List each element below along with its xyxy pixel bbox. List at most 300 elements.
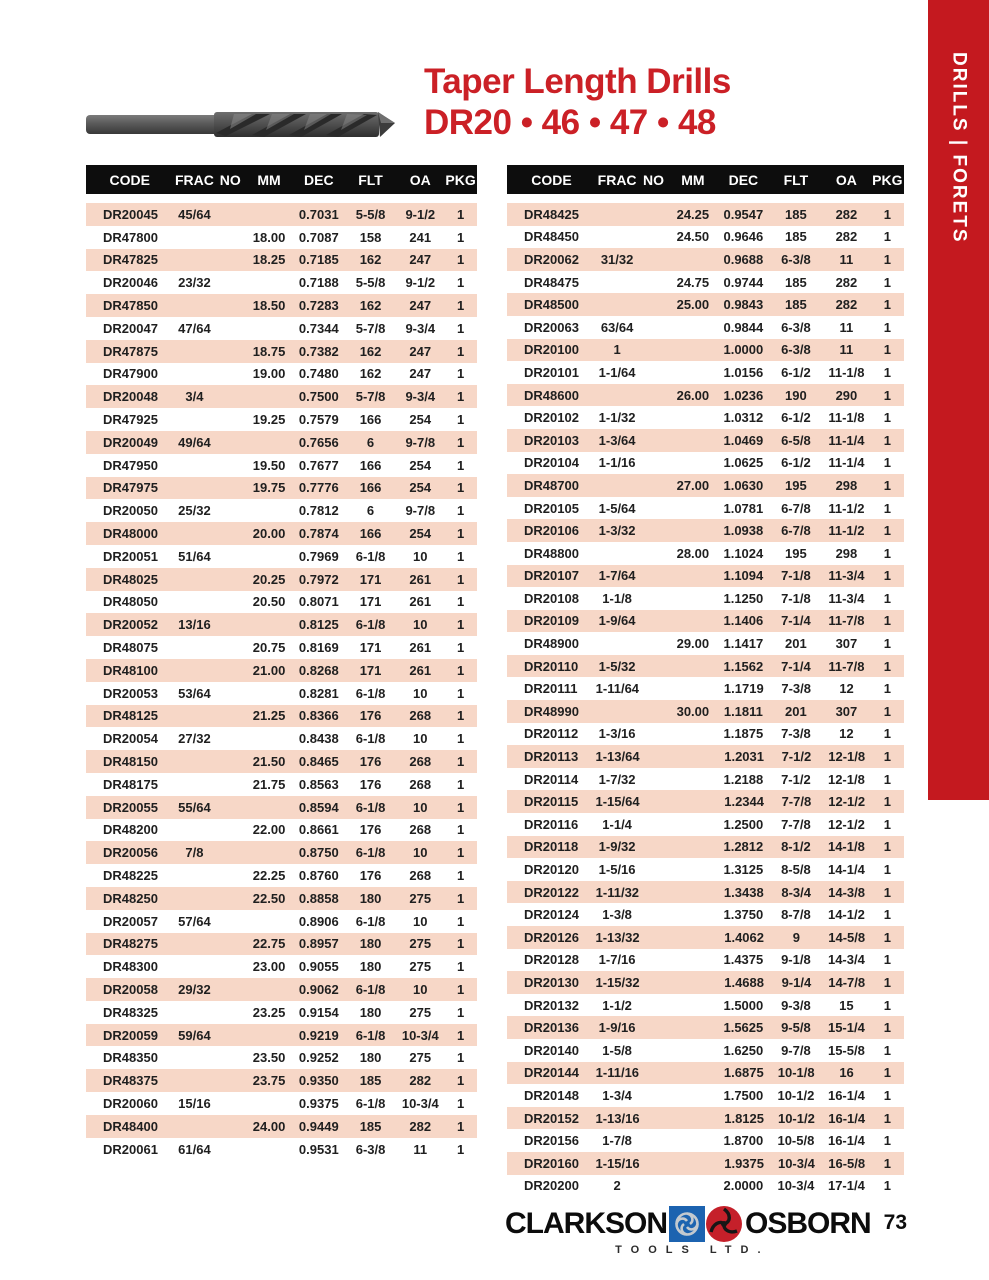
cell-pkg: 1 bbox=[883, 1178, 891, 1194]
cell-frac: 3/4 bbox=[185, 389, 204, 405]
cell-frac: 1-9/32 bbox=[598, 839, 636, 855]
table-row bbox=[507, 745, 904, 768]
cell-pkg: 1 bbox=[883, 703, 891, 719]
cell-code: DR20110 bbox=[524, 658, 579, 674]
cell-oa: 275 bbox=[409, 890, 432, 906]
table-row bbox=[507, 1016, 904, 1039]
cell-code: DR48150 bbox=[103, 754, 158, 770]
cell-pkg: 1 bbox=[456, 571, 465, 587]
cell-dec: 1.1719 bbox=[723, 681, 764, 697]
cell-flt: 6-1/2 bbox=[781, 364, 811, 380]
table-row bbox=[86, 431, 477, 454]
cell-pkg: 1 bbox=[456, 206, 465, 222]
cell-code: DR48450 bbox=[524, 229, 579, 245]
cell-flt: 6-1/8 bbox=[355, 799, 386, 815]
cell-code: DR47850 bbox=[103, 298, 158, 314]
cell-oa: 14-3/4 bbox=[827, 952, 865, 968]
cell-dec: 1.3750 bbox=[723, 907, 764, 923]
cell-flt: 180 bbox=[359, 890, 382, 906]
cell-oa: 268 bbox=[409, 754, 432, 770]
cell-code: DR48100 bbox=[103, 662, 158, 678]
table-row bbox=[86, 773, 477, 796]
cell-pkg: 1 bbox=[456, 981, 465, 997]
cell-flt: 180 bbox=[359, 1050, 382, 1066]
cell-pkg: 1 bbox=[883, 1155, 892, 1171]
cell-code: DR48900 bbox=[524, 636, 579, 652]
cell-dec: 1.1094 bbox=[723, 568, 764, 584]
cell-dec: 0.8268 bbox=[298, 662, 339, 678]
cell-code: DR47975 bbox=[103, 480, 158, 496]
cell-pkg: 1 bbox=[883, 568, 891, 584]
table-row bbox=[507, 1152, 904, 1175]
cell-flt: 201 bbox=[785, 703, 807, 719]
cell-code: DR20115 bbox=[524, 794, 579, 810]
cell-oa: 15 bbox=[839, 997, 854, 1013]
cell-pkg: 1 bbox=[456, 685, 465, 701]
cell-oa: 11 bbox=[839, 342, 854, 358]
cell-frac: 1-3/8 bbox=[602, 907, 632, 923]
cell-pkg: 1 bbox=[883, 251, 891, 267]
cell-code: DR48475 bbox=[524, 274, 579, 290]
cell-pkg: 1 bbox=[456, 868, 465, 883]
cell-pkg: 1 bbox=[456, 389, 465, 405]
cell-code: DR20048 bbox=[103, 389, 158, 405]
table-row bbox=[86, 294, 477, 317]
cell-code: DR20106 bbox=[524, 523, 579, 539]
cell-dec: 0.8594 bbox=[298, 799, 339, 815]
table-row bbox=[86, 568, 477, 591]
cell-oa: 307 bbox=[835, 636, 858, 652]
cell-flt: 6-1/8 bbox=[355, 1095, 386, 1111]
cell-code: DR48325 bbox=[103, 1004, 158, 1020]
cell-code: DR48000 bbox=[103, 526, 158, 542]
cell-code: DR48990 bbox=[524, 703, 579, 719]
cell-pkg: 1 bbox=[456, 936, 465, 952]
cell-dec: 1.0156 bbox=[723, 364, 764, 380]
cell-frac: 61/64 bbox=[178, 1141, 211, 1157]
brand-row bbox=[505, 1206, 871, 1242]
table-row bbox=[86, 933, 477, 956]
cell-oa: 11-1/8 bbox=[828, 364, 865, 380]
cell-flt: 185 bbox=[785, 206, 807, 222]
cell-oa: 247 bbox=[409, 252, 432, 268]
cell-code: DR20112 bbox=[524, 726, 579, 742]
cell-pkg: 1 bbox=[883, 1133, 891, 1149]
cell-oa: 307 bbox=[835, 703, 858, 719]
table-row bbox=[86, 1069, 477, 1092]
cell-code: DR20126 bbox=[524, 929, 579, 945]
table-row bbox=[507, 519, 904, 542]
cell-oa: 9-3/4 bbox=[405, 320, 436, 336]
cell-mm: 24.00 bbox=[252, 1118, 286, 1134]
cell-mm: 21.25 bbox=[252, 708, 286, 724]
cell-pkg: 1 bbox=[456, 434, 465, 450]
cell-frac: 1-11/16 bbox=[595, 1065, 640, 1081]
cell-code: DR20102 bbox=[524, 410, 579, 426]
side-tab-label-wrap bbox=[928, 52, 989, 752]
cell-pkg: 1 bbox=[883, 477, 891, 493]
cell-dec: 1.1250 bbox=[723, 590, 764, 606]
cell-dec: 2.0000 bbox=[723, 1178, 764, 1194]
cell-oa: 254 bbox=[409, 480, 432, 496]
cell-dec: 1.4375 bbox=[723, 952, 764, 968]
col-header-pkg: PKG bbox=[872, 171, 903, 188]
cell-dec: 1.5000 bbox=[723, 997, 764, 1013]
cell-oa: 254 bbox=[409, 526, 432, 542]
cell-code: DR20156 bbox=[524, 1133, 579, 1149]
cell-flt: 166 bbox=[359, 480, 382, 496]
cell-dec: 1.0000 bbox=[723, 342, 764, 358]
table-row bbox=[507, 677, 904, 700]
cell-dec: 0.7874 bbox=[298, 526, 339, 542]
cell-frac: 1 bbox=[613, 342, 621, 358]
cell-frac: 49/64 bbox=[178, 434, 211, 450]
cell-oa: 10 bbox=[413, 981, 428, 997]
table-row bbox=[86, 317, 477, 340]
cell-oa: 14-7/8 bbox=[828, 974, 866, 990]
cell-dec: 0.8366 bbox=[298, 708, 339, 724]
table-row bbox=[507, 1129, 904, 1152]
cell-oa: 10 bbox=[413, 617, 428, 633]
cell-mm: 28.00 bbox=[676, 545, 710, 561]
cell-oa: 16-5/8 bbox=[828, 1155, 866, 1171]
cell-dec: 0.7972 bbox=[298, 571, 339, 587]
cell-mm: 18.75 bbox=[252, 343, 286, 359]
cell-code: DR20144 bbox=[524, 1065, 579, 1081]
table-row bbox=[86, 203, 477, 226]
cell-pkg: 1 bbox=[883, 613, 891, 629]
cell-flt: 176 bbox=[359, 708, 382, 724]
cell-pkg: 1 bbox=[456, 343, 465, 359]
cell-pkg: 1 bbox=[456, 617, 465, 633]
cell-oa: 9-1/2 bbox=[405, 206, 436, 222]
cell-code: DR20054 bbox=[103, 731, 158, 747]
cell-pkg: 1 bbox=[456, 320, 465, 336]
col-header-oa: OA bbox=[409, 171, 431, 188]
cell-dec: 1.1811 bbox=[723, 703, 763, 719]
col-header-frac: FRAC bbox=[174, 171, 214, 188]
cell-dec: 1.1562 bbox=[723, 658, 764, 674]
cell-oa: 11-1/2 bbox=[828, 523, 865, 539]
cell-pkg: 1 bbox=[883, 410, 891, 426]
cell-flt: 5-7/8 bbox=[355, 320, 386, 336]
cell-frac: 2 bbox=[613, 1178, 621, 1194]
cell-flt: 6-1/8 bbox=[355, 548, 386, 564]
cell-frac: 1-5/64 bbox=[598, 500, 636, 516]
col-header-mm: MM bbox=[257, 171, 281, 188]
cell-pkg: 1 bbox=[456, 1095, 465, 1111]
table-row bbox=[507, 384, 904, 407]
cell-pkg: 1 bbox=[456, 1050, 465, 1066]
cell-flt: 10-5/8 bbox=[777, 1133, 815, 1149]
cell-oa: 247 bbox=[409, 366, 432, 382]
cell-dec: 1.0236 bbox=[723, 387, 764, 403]
table-row bbox=[507, 452, 904, 475]
cell-pkg: 1 bbox=[456, 229, 465, 245]
cell-frac: 47/64 bbox=[178, 320, 211, 336]
cell-mm: 23.25 bbox=[252, 1004, 286, 1020]
cell-code: DR48500 bbox=[524, 297, 579, 313]
table-row bbox=[507, 271, 904, 294]
cell-oa: 10 bbox=[413, 913, 428, 929]
page-number: 73 bbox=[883, 1211, 907, 1234]
table-row bbox=[507, 836, 904, 859]
cell-pkg: 1 bbox=[883, 297, 891, 313]
cell-dec: 0.7656 bbox=[298, 434, 339, 450]
cell-flt: 6 bbox=[366, 503, 375, 519]
cell-dec: 1.4062 bbox=[724, 929, 764, 945]
cell-pkg: 1 bbox=[883, 907, 891, 923]
cell-oa: 298 bbox=[835, 545, 858, 561]
cell-pkg: 1 bbox=[883, 974, 892, 990]
col-header-flt: FLT bbox=[783, 171, 809, 188]
cell-mm: 19.75 bbox=[252, 480, 286, 496]
cell-mm: 22.50 bbox=[252, 890, 286, 906]
col-header-frac: FRAC bbox=[597, 171, 637, 188]
cell-code: DR20051 bbox=[103, 548, 158, 564]
cell-dec: 0.8563 bbox=[298, 776, 339, 792]
cell-flt: 185 bbox=[359, 1118, 382, 1134]
cell-dec: 1.1024 bbox=[723, 545, 764, 561]
cell-dec: 1.8125 bbox=[724, 1110, 764, 1126]
cell-flt: 176 bbox=[359, 754, 382, 770]
cell-pkg: 1 bbox=[456, 845, 465, 861]
cell-dec: 0.8957 bbox=[298, 936, 339, 952]
table-row bbox=[507, 1175, 904, 1198]
cell-pkg: 1 bbox=[456, 1118, 465, 1134]
table-row bbox=[507, 632, 904, 655]
cell-oa: 275 bbox=[409, 1004, 432, 1020]
cell-flt: 10-1/2 bbox=[777, 1110, 815, 1126]
cell-dec: 1.0625 bbox=[723, 455, 764, 471]
cell-flt: 8-3/4 bbox=[781, 884, 812, 900]
cell-dec: 1.2188 bbox=[723, 771, 764, 787]
cell-flt: 6-1/2 bbox=[781, 410, 811, 426]
cell-code: DR48050 bbox=[103, 594, 158, 610]
cell-dec: 1.9375 bbox=[724, 1155, 764, 1171]
cell-dec: 0.8906 bbox=[298, 913, 339, 929]
cell-oa: 10 bbox=[413, 685, 428, 701]
brand-subline: TOOLS LTD. bbox=[615, 1244, 770, 1256]
cell-oa: 14-1/8 bbox=[827, 839, 865, 855]
cell-dec: 0.9154 bbox=[298, 1004, 339, 1020]
table-row bbox=[86, 545, 477, 568]
cell-dec: 0.7480 bbox=[298, 366, 339, 382]
cell-dec: 0.7969 bbox=[298, 548, 339, 564]
cell-dec: 0.9844 bbox=[723, 319, 764, 335]
table-row bbox=[507, 497, 904, 520]
cell-flt: 6 bbox=[366, 434, 375, 450]
cell-oa: 16-1/4 bbox=[827, 1087, 865, 1103]
cell-dec: 1.5625 bbox=[723, 1020, 764, 1036]
cell-frac: 1-1/32 bbox=[598, 410, 636, 426]
cell-oa: 261 bbox=[409, 640, 432, 656]
cell-code: DR48400 bbox=[103, 1118, 158, 1134]
cell-mm: 21.00 bbox=[252, 662, 286, 678]
cell-frac: 1-15/64 bbox=[595, 794, 640, 810]
cell-frac: 1-5/32 bbox=[598, 658, 636, 674]
cell-dec: 1.2500 bbox=[723, 816, 764, 832]
cell-pkg: 1 bbox=[456, 799, 465, 815]
cell-flt: 176 bbox=[359, 776, 382, 792]
cell-pkg: 1 bbox=[883, 658, 891, 674]
cell-mm: 23.75 bbox=[252, 1073, 286, 1089]
cell-mm: 20.00 bbox=[252, 526, 286, 542]
cell-dec: 1.0781 bbox=[723, 500, 764, 516]
cell-frac: 29/32 bbox=[178, 981, 211, 997]
cell-frac: 57/64 bbox=[178, 913, 211, 929]
table-row bbox=[86, 1024, 477, 1047]
table-row bbox=[86, 271, 477, 294]
cell-frac: 1-11/32 bbox=[595, 884, 640, 900]
cell-flt: 7-1/2 bbox=[781, 749, 812, 765]
cell-pkg: 1 bbox=[456, 412, 465, 428]
cell-dec: 1.7500 bbox=[723, 1087, 764, 1103]
cell-flt: 201 bbox=[785, 636, 807, 652]
table-row bbox=[86, 499, 477, 522]
cell-flt: 7-1/8 bbox=[781, 568, 811, 584]
cell-flt: 195 bbox=[785, 545, 807, 561]
cell-flt: 6-7/8 bbox=[781, 523, 811, 539]
cell-dec: 1.2344 bbox=[724, 794, 764, 810]
cell-mm: 27.00 bbox=[676, 477, 710, 493]
cell-oa: 15-5/8 bbox=[827, 1042, 865, 1058]
cell-oa: 10 bbox=[413, 731, 428, 747]
cell-frac: 1-9/16 bbox=[598, 1020, 636, 1036]
cell-pkg: 1 bbox=[883, 432, 891, 448]
cell-code: DR48075 bbox=[103, 640, 158, 656]
cell-pkg: 1 bbox=[883, 500, 891, 516]
cell-code: DR48225 bbox=[103, 868, 158, 883]
page-footer bbox=[505, 1206, 907, 1256]
cell-code: DR48300 bbox=[103, 959, 158, 975]
table-row bbox=[507, 813, 904, 836]
cell-flt: 7-1/8 bbox=[781, 590, 811, 606]
cell-flt: 6-1/8 bbox=[355, 1027, 386, 1043]
cell-oa: 11 bbox=[839, 319, 854, 335]
cell-flt: 6-1/8 bbox=[355, 617, 386, 633]
cell-frac: 27/32 bbox=[178, 731, 211, 747]
cell-dec: 0.7579 bbox=[298, 412, 339, 428]
table-row bbox=[507, 926, 904, 949]
cell-oa: 241 bbox=[409, 229, 432, 245]
cell-pkg: 1 bbox=[883, 455, 891, 471]
cell-code: DR20046 bbox=[103, 275, 158, 291]
table-row bbox=[86, 363, 477, 386]
cell-oa: 14-3/8 bbox=[828, 884, 865, 900]
cell-pkg: 1 bbox=[456, 1004, 465, 1020]
cell-mm: 25.00 bbox=[676, 297, 710, 313]
cell-oa: 16-1/4 bbox=[827, 1133, 865, 1149]
cell-pkg: 1 bbox=[883, 1087, 891, 1103]
table-row bbox=[507, 361, 904, 384]
table-row bbox=[86, 727, 477, 750]
table-row bbox=[507, 858, 904, 881]
cell-dec: 0.9350 bbox=[298, 1073, 339, 1089]
cell-frac: 15/16 bbox=[178, 1095, 211, 1111]
cell-oa: 11-3/4 bbox=[828, 590, 865, 606]
cell-pkg: 1 bbox=[456, 480, 465, 496]
cell-flt: 6-3/8 bbox=[781, 251, 811, 267]
cell-flt: 185 bbox=[785, 274, 807, 290]
drills-forets-side-tab bbox=[928, 0, 989, 800]
cell-code: DR48600 bbox=[524, 387, 579, 403]
cell-frac: 1-7/8 bbox=[602, 1133, 632, 1149]
cell-code: DR47825 bbox=[103, 252, 158, 268]
cell-frac: 1-1/4 bbox=[602, 816, 632, 832]
table-row bbox=[507, 1062, 904, 1085]
cell-dec: 1.1406 bbox=[723, 613, 764, 629]
cell-frac: 1-5/8 bbox=[602, 1042, 632, 1058]
cell-pkg: 1 bbox=[456, 457, 465, 473]
cell-pkg: 1 bbox=[883, 1065, 891, 1081]
cell-oa: 9-7/8 bbox=[405, 434, 436, 450]
cell-frac: 1-1/2 bbox=[602, 997, 632, 1013]
drill-bit-image bbox=[84, 103, 396, 149]
table-row bbox=[507, 474, 904, 497]
cell-flt: 195 bbox=[785, 477, 807, 493]
cell-flt: 180 bbox=[359, 959, 382, 975]
cell-oa: 268 bbox=[409, 776, 432, 792]
cell-dec: 0.7776 bbox=[298, 480, 339, 496]
cell-dec: 0.8071 bbox=[298, 594, 339, 610]
cell-flt: 10-3/4 bbox=[777, 1178, 815, 1194]
cell-code: DR48350 bbox=[103, 1050, 158, 1066]
cell-flt: 10-3/4 bbox=[777, 1155, 815, 1171]
cell-oa: 16-1/4 bbox=[828, 1110, 866, 1126]
cell-oa: 16 bbox=[839, 1065, 854, 1081]
cell-flt: 7-3/8 bbox=[781, 681, 812, 697]
cell-code: DR20124 bbox=[524, 907, 579, 923]
table-row bbox=[507, 203, 904, 226]
cell-code: DR20136 bbox=[524, 1020, 579, 1036]
table-row bbox=[86, 819, 477, 842]
cell-dec: 0.7344 bbox=[298, 320, 339, 336]
cell-pkg: 1 bbox=[456, 526, 465, 542]
cell-code: DR47900 bbox=[103, 366, 158, 382]
cell-code: DR20130 bbox=[524, 974, 579, 990]
cell-oa: 14-1/4 bbox=[827, 862, 865, 878]
col-header-dec: DEC bbox=[304, 171, 334, 188]
cell-oa: 261 bbox=[409, 594, 432, 610]
cell-flt: 8-1/2 bbox=[781, 839, 811, 855]
cell-flt: 166 bbox=[359, 457, 382, 473]
cell-dec: 0.9375 bbox=[298, 1095, 339, 1111]
cell-code: DR20045 bbox=[103, 206, 158, 222]
cell-frac: 1-7/32 bbox=[598, 771, 636, 787]
cell-oa: 10-3/4 bbox=[401, 1027, 439, 1043]
col-header-code: CODE bbox=[531, 171, 572, 188]
cell-flt: 9 bbox=[792, 929, 801, 945]
table-row bbox=[86, 978, 477, 1001]
cell-dec: 0.8125 bbox=[298, 617, 339, 633]
cell-code: DR20111 bbox=[524, 681, 578, 697]
cell-pkg: 1 bbox=[883, 206, 891, 222]
table-header bbox=[507, 165, 904, 194]
cell-pkg: 1 bbox=[456, 298, 465, 314]
cell-dec: 1.0938 bbox=[723, 523, 764, 539]
table-row bbox=[86, 659, 477, 682]
cell-code: DR48125 bbox=[103, 708, 158, 724]
cell-frac: 63/64 bbox=[600, 319, 634, 335]
table-row bbox=[507, 610, 904, 633]
cell-dec: 0.7382 bbox=[298, 343, 339, 359]
cell-flt: 8-7/8 bbox=[781, 907, 811, 923]
cell-frac: 1-7/16 bbox=[598, 952, 636, 968]
cell-frac: 1-13/32 bbox=[595, 929, 640, 945]
cell-flt: 10-1/8 bbox=[777, 1065, 815, 1081]
cell-code: DR20061 bbox=[103, 1141, 158, 1157]
